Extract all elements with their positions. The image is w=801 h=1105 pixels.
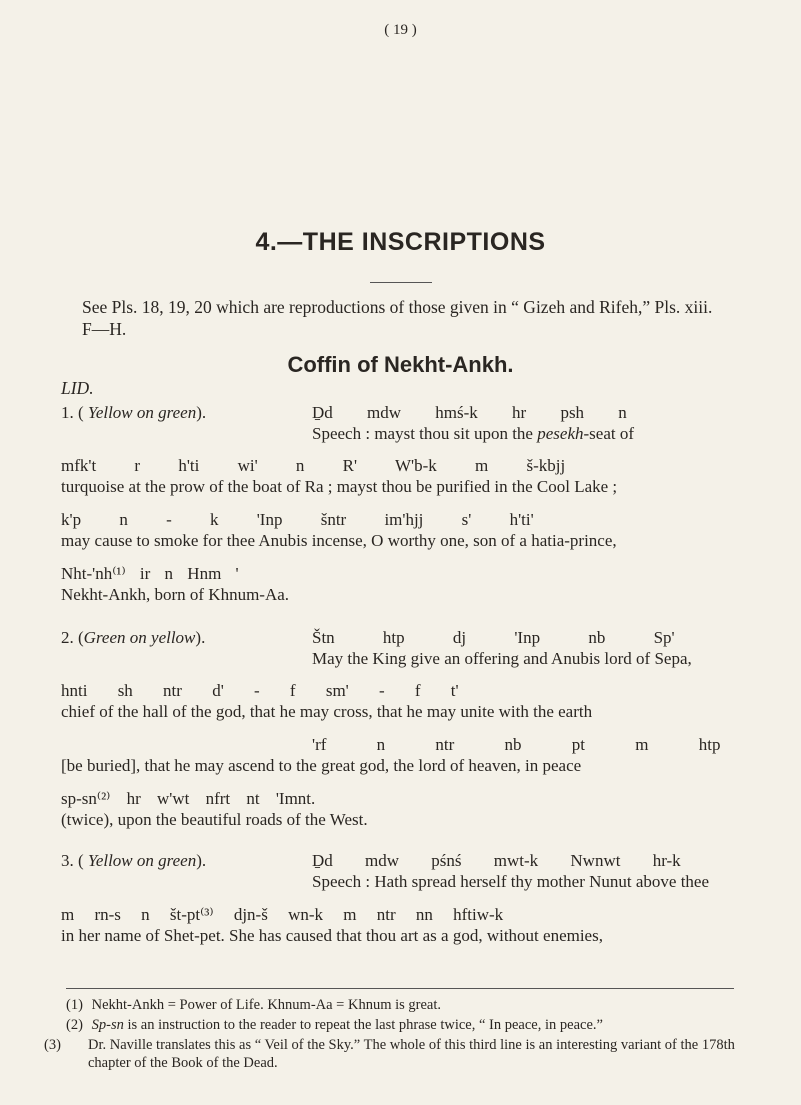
text2-head: 2. (Green on yellow). (61, 628, 206, 647)
text1-number: 1. (61, 403, 74, 422)
coffin-title: Coffin of Nekht-Ankh. (287, 352, 514, 377)
text1-translit-1: Ḏd mdw hmś-k hr psh n (312, 403, 627, 422)
footnote-3-text: Dr. Naville translates this as “ Veil of the Sky.” The whole of this third line is an interesting variant of the 178th chapter of the Book of the Dead. (88, 1037, 735, 1071)
footnote-divider (66, 988, 734, 989)
text1-translation-3: may cause to smoke for thee Anubis incense, O worthy one, son of a hatia-prince, (61, 531, 617, 550)
heading-divider (370, 282, 432, 283)
text3-translation-2: in her name of Shet-pet. She has caused that thou art as a god, without enemies, (61, 926, 603, 945)
text1-translation-4: Nekht-Ankh, born of Khnum-Aa. (61, 585, 290, 604)
page-number: ( 19 ) (384, 22, 417, 38)
lid-label: LID. (61, 378, 94, 398)
footnote-2 (66, 1016, 736, 1034)
text3-translit-2: m rn-s n št-pt⁽³⁾ djn-š wn-k m ntr nn hftiw-k (61, 905, 504, 924)
text2-translation-2: chief of the hall of the god, that he may cross, that he may unite with the earth (61, 702, 593, 721)
text1-translit-3: k'p n - k 'Inp šntr im'hjj s' h'ti' (61, 510, 534, 529)
text1-trans1-a: Speech : mayst thou sit upon the (312, 424, 538, 443)
text2-translation-1: May the King give an offering and Anubis lord of Sepa, (312, 649, 692, 668)
text2-translation-3: [be buried], that he may ascend to the great god, the lord of heaven, in peace (61, 756, 582, 775)
text1-trans1-b: pesekh (537, 424, 584, 443)
footnote-2-index: (2) (66, 1017, 83, 1033)
text3-translit-1: Ḏd mdw pśnś mwt-k Nwnwt hr-k (312, 851, 681, 870)
text1-translation-2: turquoise at the prow of the boat of Ra ; mayst thou be purified in the Cool Lake ; (61, 477, 618, 496)
text3-translation-1: Speech : Hath spread herself thy mother Nunut above thee (312, 872, 710, 891)
text3-number: 3. (61, 851, 74, 870)
footnote-3-index: (3) (44, 1037, 61, 1053)
text1-translation-1 (312, 424, 634, 444)
text2-translit-2: hnti sh ntr d' - f sm' - f t' (61, 681, 459, 700)
section-heading: 4.—THE INSCRIPTIONS (255, 228, 546, 256)
text2-translit-3: 'rf n ntr nb pt m htp (312, 735, 721, 754)
text3-head: 3. ( Yellow on green). (61, 851, 207, 870)
footnote-2-lead: Sp-sn (91, 1017, 124, 1033)
text1-color-note: Yellow on green (87, 403, 197, 422)
text2-translit-1: Štn htp dj 'Inp nb Sp' (312, 628, 675, 647)
footnote-1-text: Nekht-Ankh = Power of Life. Khnum-Aa = Khnum is great. (91, 997, 442, 1013)
text3-color-note: Yellow on green (87, 851, 197, 870)
footnote-3 (44, 1036, 736, 1072)
text2-color-note: Green on yellow (83, 628, 196, 647)
text1-trans1-c: -seat of (583, 424, 635, 443)
text2-number: 2. (61, 628, 74, 647)
text1-head: 1. ( Yellow on green). (61, 403, 207, 422)
footnote-2-text: is an instruction to the reader to repeat the last phrase twice, “ In peace, in peace.” (123, 1017, 603, 1033)
text1-translit-4: Nht-'nh⁽¹⁾ ir n Hnm ' (61, 564, 239, 583)
footnote-1-index: (1) (66, 997, 83, 1013)
footnote-1 (66, 996, 736, 1014)
intro-paragraph: See Pls. 18, 19, 20 which are reproductions of those given in “ Gizeh and Rifeh,” Pls. xiii. F—H. (82, 297, 713, 339)
text2-translation-4: (twice), upon the beautiful roads of the West. (61, 810, 368, 829)
text1-translit-2: mfk't r h'ti wi' n R' W'b-k m š-kbjj (61, 456, 566, 475)
text2-translit-4: sp-sn⁽²⁾ hr w'wt nfrt nt 'Imnt. (61, 789, 316, 808)
